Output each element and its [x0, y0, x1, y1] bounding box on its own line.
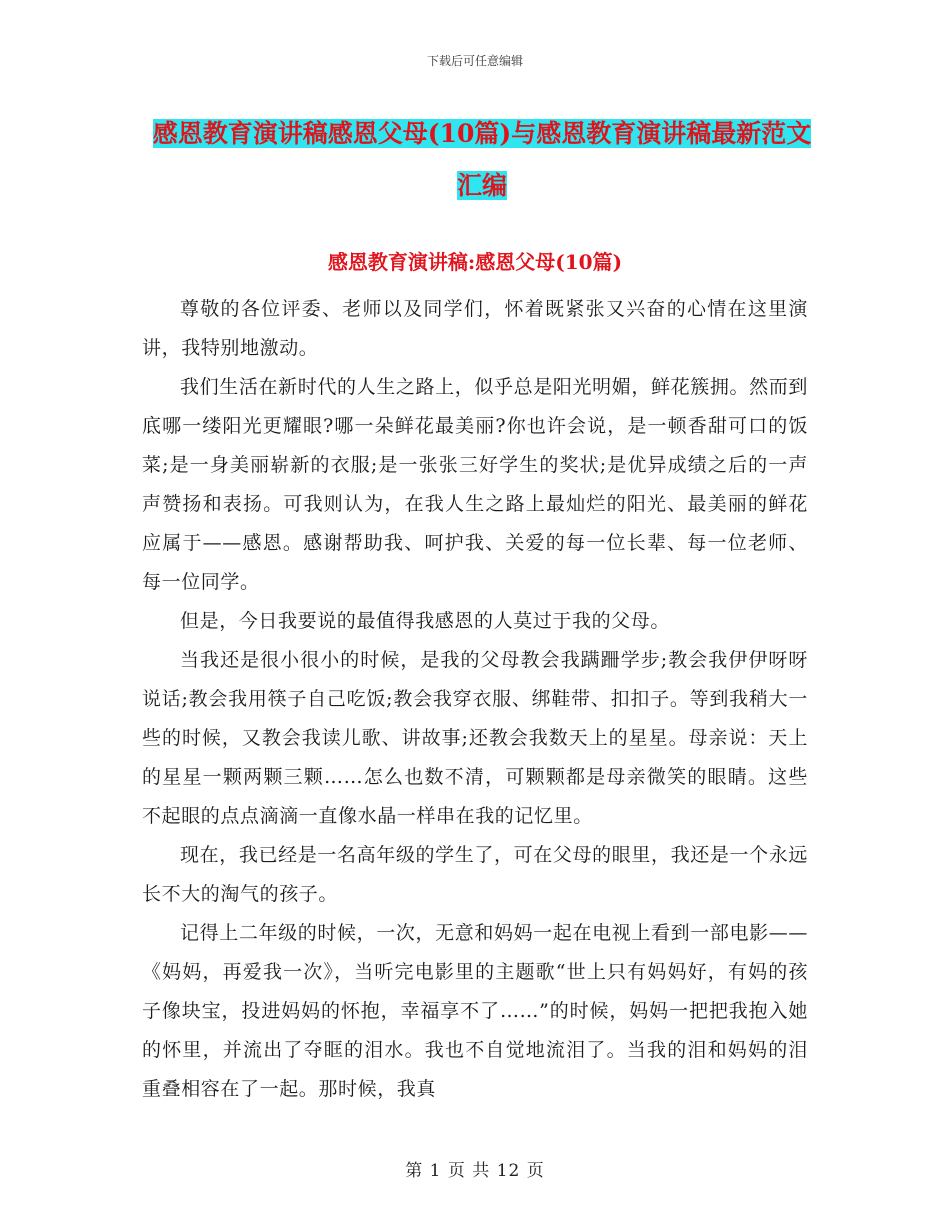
paragraph: 但是，今日我要说的最值得我感恩的人莫过于我的父母。 [180, 610, 671, 632]
header-note: 下载后可任意编辑 [426, 54, 523, 68]
document-title [142, 108, 822, 212]
section-title: 感恩教育演讲稿:感恩父母(10篇) [327, 250, 623, 274]
document-title-text: 感恩教育演讲稿感恩父母(10篇)与感恩教育演讲稿最新范文汇编 [152, 119, 812, 200]
paragraph: 我们生活在新时代的人生之路上，似乎总是阳光明媚，鲜花簇拥。然而到底哪一缕阳光更耀眼?哪一朵鲜花最美丽?你也许会说，是一顿香甜可口的饭菜;是一身美丽崭新的衣服;是一张张三好学生的奖状;是优异成绩之后的一声声赞扬和表扬。可我则认为，在我人生之路上最灿烂的阳光、最美丽的鲜花应属于——感恩。感谢帮助我、呵护我、关爱的每一位长辈、每一位老师、每一位同学。 [142, 376, 808, 593]
paragraph: 记得上二年级的时候，一次，无意和妈妈一起在电视上看到一部电影——《妈妈，再爱我一次》，当听完电影里的主题歌“世上只有妈妈好，有妈的孩子像块宝，投进妈妈的怀抱，幸福享不了……”的时候，妈妈一把把我抱入她的怀里，并流出了夺眶的泪水。我也不自觉地流泪了。当我的泪和妈妈的泪重叠相容在了一起。那时候，我真 [142, 922, 808, 1100]
body-text [142, 290, 808, 1109]
paragraph: 尊敬的各位评委、老师以及同学们，怀着既紧张又兴奋的心情在这里演讲，我特别地激动。 [142, 298, 808, 359]
page-footer: 第 1 页 共 12 页 [405, 1161, 545, 1181]
paragraph: 当我还是很小很小的时候，是我的父母教会我蹒跚学步;教会我伊伊呀呀说话;教会我用筷子自己吃饭;教会我穿衣服、绑鞋带、扣扣子。等到我稍大一些的时候，又教会我读儿歌、讲故事;还教会我数天上的星星。母亲说：天上的星星一颗两颗三颗……怎么也数不清，可颗颗都是母亲微笑的眼睛。这些不起眼的点点滴滴一直像水晶一样串在我的记忆里。 [142, 649, 808, 827]
paragraph: 现在，我已经是一名高年级的学生了，可在父母的眼里，我还是一个永远长不大的淘气的孩子。 [142, 844, 808, 905]
